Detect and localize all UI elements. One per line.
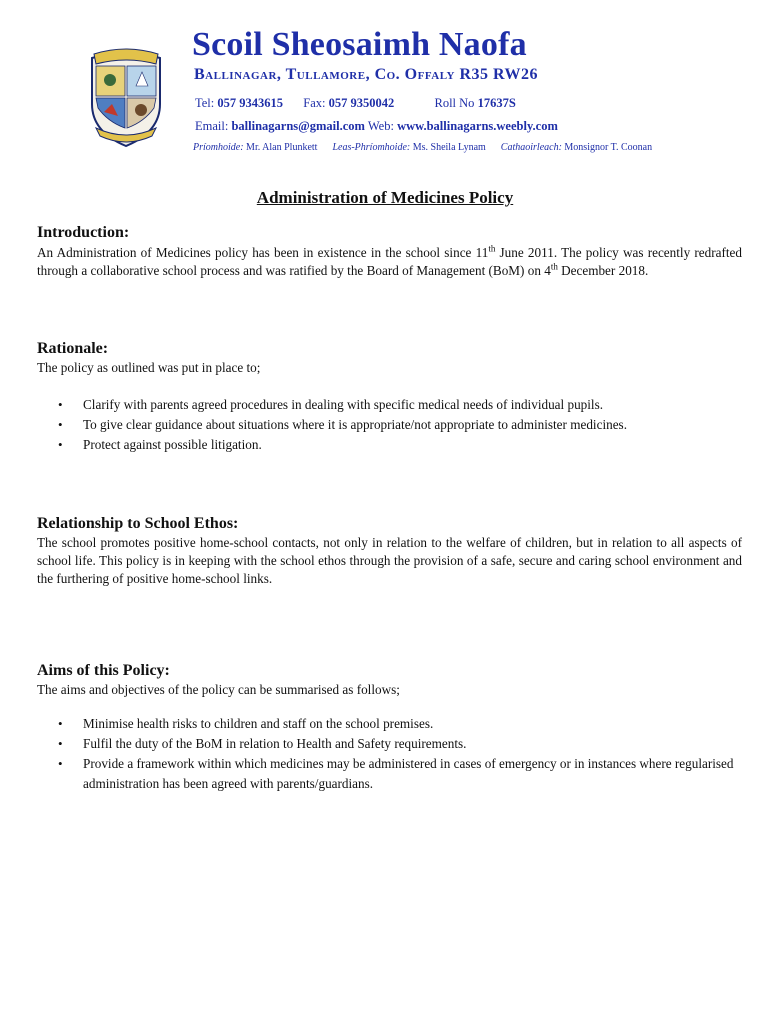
introduction-text: An Administration of Medicines policy has been in existence in the school since 11th June 2011. The policy was recently redrafted through a collaborative school process and was ratified by the Board of Management (BoM) on 4th December 2018. (37, 243, 742, 278)
email-web-row (195, 119, 558, 134)
aims-intro: The aims and objectives of the policy can be summarised as follows; (37, 682, 400, 697)
chair-role: Cathaoirleach: (500, 142, 562, 153)
school-address: Ballinagar, Tullamore, Co. Offaly R35 RW26 (194, 66, 539, 83)
rationale-list (37, 395, 742, 455)
web-label: Web: (367, 119, 394, 133)
list-item: • To give clear guidance about situations where it is appropriate/not appropriate to administer medicines. (37, 415, 742, 435)
list-item: • Protect against possible litigation. (37, 435, 742, 455)
roll-value: 17637S (477, 96, 516, 110)
deputy-role: Leas-Phríomhoide: (332, 142, 411, 153)
tel-value: 057 9343615 (217, 96, 284, 110)
fax-value: 057 9350042 (328, 96, 395, 110)
email-link[interactable]: ballinagarns@gmail.com (231, 119, 365, 133)
ethos-heading: Relationship to School Ethos: (37, 515, 239, 532)
fax-label: Fax: (303, 96, 326, 110)
school-crest-icon (86, 46, 166, 150)
principal-name: Mr. Alan Plunkett (246, 142, 318, 153)
principal-role: Príomhoide: (193, 142, 244, 153)
email-label: Email: (195, 119, 229, 133)
web-link[interactable]: www.ballinagarns.weebly.com (397, 119, 558, 133)
introduction-heading: Introduction: (37, 224, 130, 241)
policy-title: Administration of Medicines Policy (256, 188, 514, 207)
aims-list (37, 714, 742, 794)
rationale-intro: The policy as outlined was put in place to; (37, 360, 261, 375)
staff-row (193, 142, 652, 153)
list-item: • Minimise health risks to children and staff on the school premises. (37, 714, 742, 734)
list-item: • Fulfil the duty of the BoM in relation to Health and Safety requirements. (37, 734, 742, 754)
deputy-name: Ms. Sheila Lynam (412, 142, 486, 153)
list-item: • Clarify with parents agreed procedures in dealing with specific medical needs of individual pupils. (37, 395, 742, 415)
phone-row (195, 96, 516, 111)
list-item: • Provide a framework within which medicines may be administered in cases of emergency or in instances where regularised administration has been agreed with parents/guardians. (37, 754, 742, 794)
rationale-heading: Rationale: (37, 340, 109, 357)
ethos-text: The school promotes positive home-school contacts, not only in relation to the welfare of children, but in relation to all aspects of school life. This policy is in keeping with the school ethos through the provision of a safe, secure and caring school environment and the furthering of positive home-school links. (37, 535, 742, 586)
school-name: Scoil Sheosaimh Naofa (192, 26, 527, 63)
roll-label: Roll No (434, 96, 475, 110)
chair-name: Monsignor T. Coonan (564, 142, 653, 153)
tel-label: Tel: (195, 96, 215, 110)
aims-heading: Aims of this Policy: (37, 662, 170, 679)
